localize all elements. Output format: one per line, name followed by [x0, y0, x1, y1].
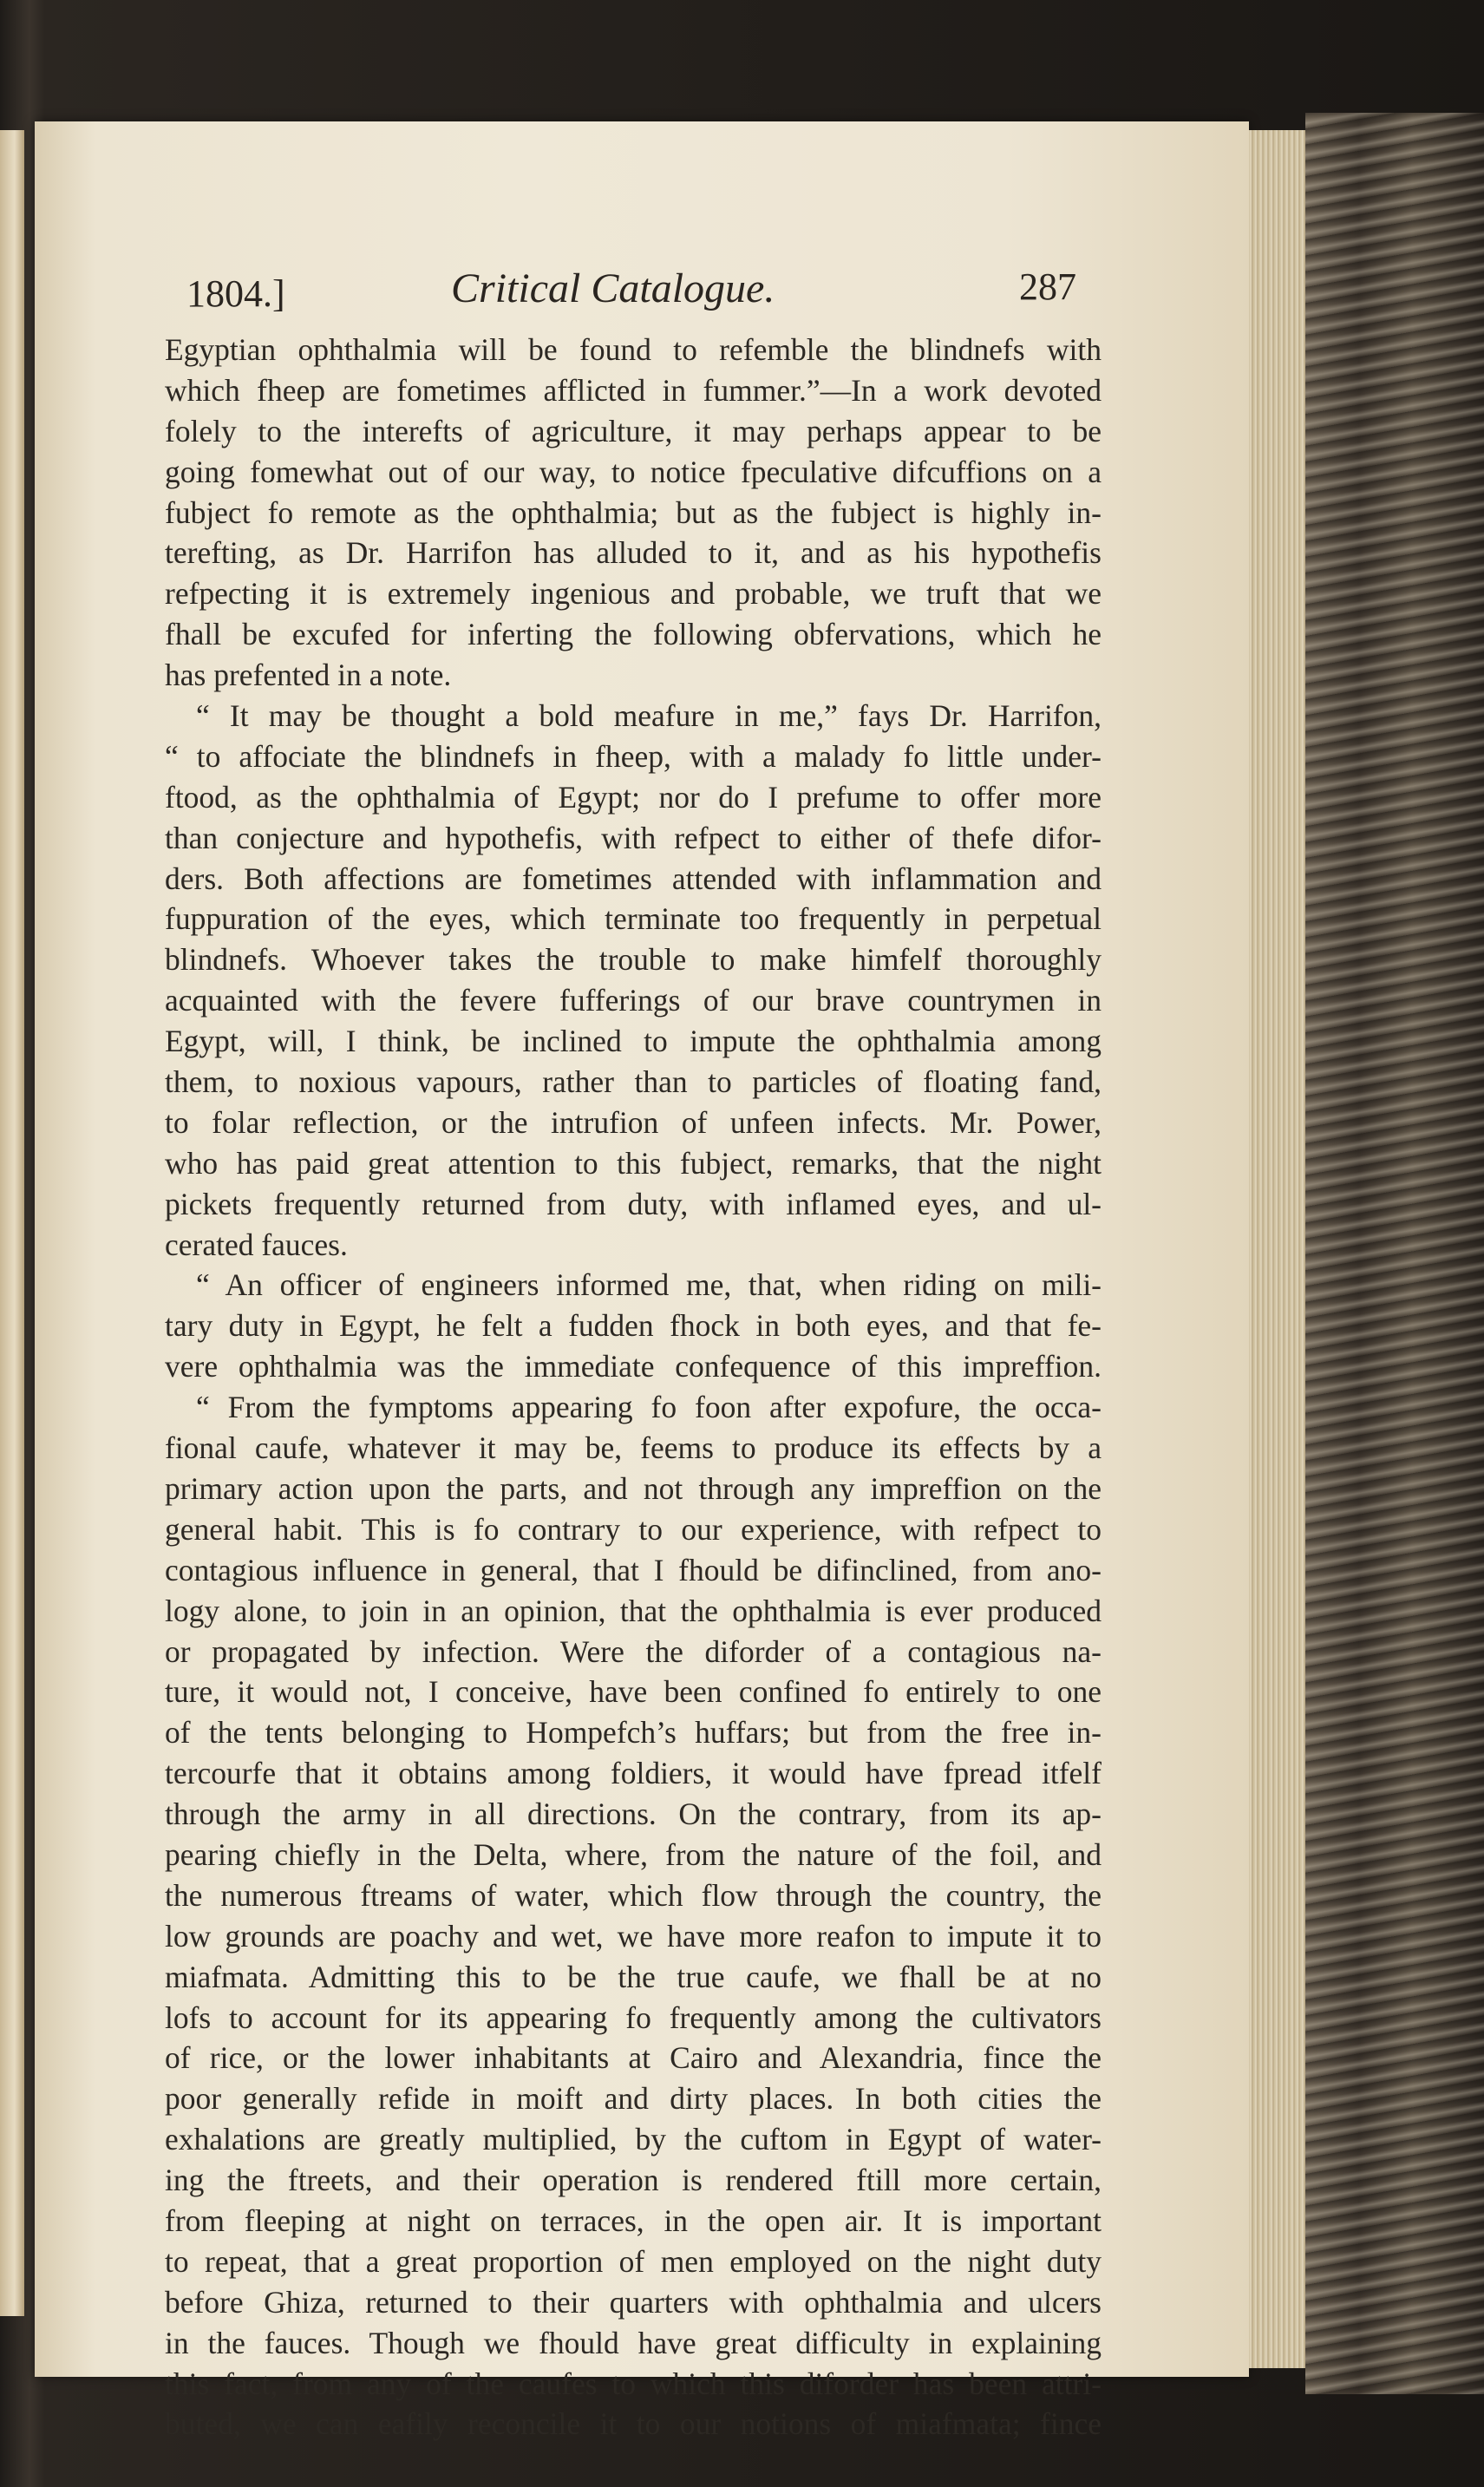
text-line: “ An officer of engineers informed me, that, when riding on mili- [196, 1267, 1102, 1303]
text-line: before Ghiza, returned to their quarters with ophthalmia and ulcers [165, 2284, 1102, 2320]
text-line: of the tents belonging to Hompefch’s huffars; but from the free in- [165, 1715, 1102, 1751]
text-line: tary duty in Egypt, he felt a fudden fhock in both eyes, and that fe- [165, 1308, 1102, 1344]
text-line: who has paid great attention to this fubject, remarks, that the night [165, 1145, 1102, 1181]
text-line: the numerous ftreams of water, which flow through the country, the [165, 1877, 1102, 1913]
text-line: Egyptian ophthalmia will be found to refemble the blindnefs with [165, 332, 1102, 367]
text-line: this fact, from any of the caufes to which this diforder has been attri- [165, 2366, 1102, 2401]
text-line: low grounds are poachy and wet, we have more reafon to impute it to [165, 1918, 1102, 1954]
text-line: folely to the interefts of agriculture, it may perhaps appear to be [165, 413, 1102, 448]
text-line: vere ophthalmia was the immediate confequence of this impreffion. [165, 1349, 1102, 1384]
text-line: refpecting it is extremely ingenious and probable, we truft that we [165, 576, 1102, 612]
text-line: lofs to account for its appearing fo frequently among the cultivators [165, 1999, 1102, 2035]
text-line: blindnefs. Whoever takes the trouble to make himfelf thoroughly [165, 942, 1102, 978]
text-line: through the army in all directions. On the contrary, from its ap- [165, 1797, 1102, 1832]
text-line: than conjecture and hypothefis, with refpect to either of thefe difor- [165, 820, 1102, 855]
text-line: fional caufe, whatever it may be, feems to produce its effects by a [165, 1430, 1102, 1466]
page-fore-edge [1249, 130, 1310, 2368]
text-line: ftood, as the ophthalmia of Egypt; nor do I prefume to offer more [165, 779, 1102, 815]
text-line: or propagated by infection. Were the diforder of a contagious na- [165, 1633, 1102, 1669]
text-line: buted, we can eafily reconcile it to our notions of miafmata; fince [165, 2406, 1102, 2442]
text-line: terefting, as Dr. Harrifon has alluded to it, and as his hypothefis [165, 535, 1102, 571]
text-line: in the fauces. Though we fhould have great difficulty in explaining [165, 2325, 1102, 2360]
text-line: pickets frequently returned from duty, with inflamed eyes, and ul- [165, 1186, 1102, 1221]
text-line: miafmata. Admitting this to be the true caufe, we fhall be at no [165, 1959, 1102, 1994]
running-header [186, 265, 1088, 317]
text-line: Egypt, will, I think, be inclined to impute the ophthalmia among [165, 1024, 1102, 1059]
text-line: to repeat, that a great proportion of men employed on the night duty [165, 2243, 1102, 2279]
text-line: exhalations are greatly multiplied, by the cuftom in Egypt of water- [165, 2122, 1102, 2157]
body-text [165, 330, 1102, 2444]
text-line: ing the ftreets, and their operation is rendered ftill more certain, [165, 2163, 1102, 2198]
text-line: fubject fo remote as the ophthalmia; but as the fubject is highly in- [165, 494, 1102, 530]
text-line: ders. Both affections are fometimes attended with inflammation and [165, 861, 1102, 896]
text-line: has prefented in a note. [165, 658, 452, 693]
book-cover-edge [1305, 113, 1484, 2394]
text-line: cerated fauces. [165, 1227, 348, 1262]
text-line: general habit. This is fo contrary to our experience, with refpect to [165, 1511, 1102, 1547]
text-line: pearing chiefly in the Delta, where, from the nature of the foil, and [165, 1836, 1102, 1872]
text-line: going fomewhat out of our way, to notice fpeculative difcuffions on a [165, 454, 1102, 489]
text-line: “ It may be thought a bold meafure in me,” fays Dr. Harrifon, [196, 698, 1102, 734]
running-title: Critical Catalogue. [451, 265, 775, 311]
text-line: primary action upon the parts, and not through any impreffion on the [165, 1470, 1102, 1506]
text-line: of rice, or the lower inhabitants at Cairo and Alexandria, fince the [165, 2040, 1102, 2076]
text-line: tercourfe that it obtains among foldiers, it would have fpread itfelf [165, 1756, 1102, 1791]
text-line: fuppuration of the eyes, which terminate too frequently in perpetual [165, 901, 1102, 937]
text-line: “ From the fymptoms appearing fo foon after expofure, the occa- [196, 1390, 1102, 1425]
text-line: logy alone, to join in an opinion, that the ophthalmia is ever produced [165, 1593, 1102, 1628]
text-line: from fleeping at night on terraces, in the open air. It is important [165, 2202, 1102, 2238]
text-line: ture, it would not, I conceive, have been confined fo entirely to one [165, 1674, 1102, 1710]
text-line: contagious influence in general, that I fhould be difinclined, from ano- [165, 1552, 1102, 1587]
text-line: fhall be excufed for inferting the following obfervations, which he [165, 617, 1102, 652]
text-line: them, to noxious vapours, rather than to particles of floating fand, [165, 1064, 1102, 1100]
text-line: to folar reflection, or the intrufion of unfeen infects. Mr. Power, [165, 1104, 1102, 1140]
header-year: 1804.] [186, 272, 285, 315]
previous-page-edge [0, 130, 24, 2316]
page-number: 287 [1019, 265, 1076, 308]
text-line: poor generally refide in moift and dirty places. In both cities the [165, 2081, 1102, 2117]
text-line: which fheep are fometimes afflicted in fummer.”—In a work devoted [165, 372, 1102, 408]
text-line: “ to affociate the blindnefs in fheep, with a malady fo little under- [165, 738, 1102, 774]
text-line: acquainted with the fevere fufferings of our brave countrymen in [165, 983, 1102, 1018]
